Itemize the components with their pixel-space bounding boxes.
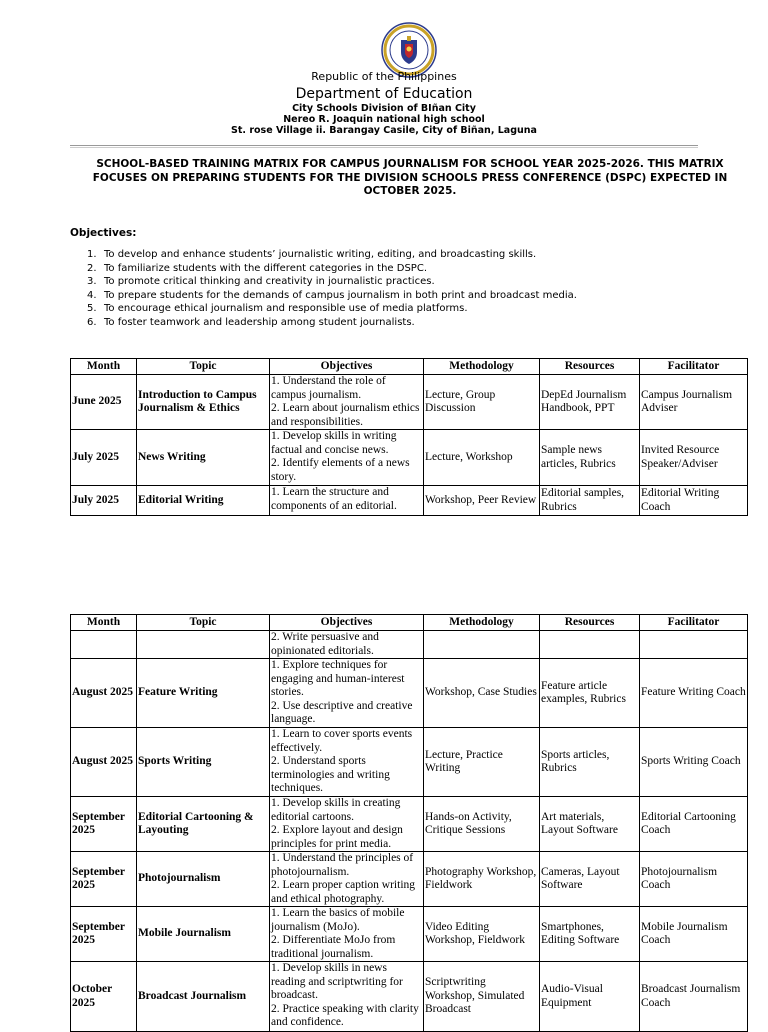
- table-row: [71, 907, 748, 962]
- table-row: [71, 728, 748, 797]
- objective-line: 1. Understand the principles of photojournalism.: [271, 852, 414, 878]
- table-row: [71, 631, 748, 659]
- objective-line: 1. Learn the basics of mobile journalism (MoJo).: [271, 907, 405, 933]
- objective-text: To promote critical thinking and creativity in journalistic practices.: [104, 276, 435, 288]
- cell-topic: Editorial Cartooning & Layouting: [137, 797, 270, 852]
- training-matrix-table-1: [70, 358, 748, 516]
- column-header-month: Month: [71, 359, 137, 375]
- objective-number: 2.: [87, 262, 97, 274]
- training-matrix-table-2: [70, 614, 748, 1032]
- cell-objectives: [270, 907, 424, 962]
- cell-resources: Editorial samples, Rubrics: [540, 486, 640, 516]
- cell-topic: [137, 631, 270, 659]
- objectives-list: [87, 248, 577, 330]
- cell-month: September 2025: [71, 907, 137, 962]
- cell-methodology: [424, 631, 540, 659]
- column-header-month: Month: [71, 615, 137, 631]
- objective-line: 2. Learn about journalism ethics and responsibilities.: [271, 402, 420, 428]
- cell-methodology: Workshop, Case Studies: [424, 659, 540, 728]
- objective-line: 1. Learn to cover sports events effectively.: [271, 728, 413, 754]
- school-name: Nereo R. Joaquin national high school: [283, 114, 485, 125]
- table-row: [71, 430, 748, 486]
- objective-text: To foster teamwork and leadership among student journalists.: [104, 316, 415, 328]
- objective-line: 2. Understand sports terminologies and writing techniques.: [271, 755, 390, 794]
- cell-topic: News Writing: [137, 430, 270, 486]
- objective-line: 2. Practice speaking with clarity and confidence.: [271, 1002, 419, 1028]
- table-row: [71, 486, 748, 516]
- cell-facilitator: Broadcast Journalism Coach: [640, 962, 748, 1032]
- objective-item: [87, 302, 577, 316]
- cell-methodology: Scriptwriting Workshop, Simulated Broadcast: [424, 962, 540, 1032]
- cell-resources: Sports articles, Rubrics: [540, 728, 640, 797]
- cell-resources: Smartphones, Editing Software: [540, 907, 640, 962]
- objective-line: 1. Develop skills in creating editorial cartoons.: [271, 797, 401, 823]
- division-name: City Schools Division of BIñan City: [292, 103, 476, 114]
- column-header-facilitator: Facilitator: [640, 359, 748, 375]
- objective-text: To prepare students for the demands of campus journalism in both print and broadcast media.: [104, 289, 577, 301]
- cell-month: August 2025: [71, 728, 137, 797]
- cell-facilitator: Editorial Writing Coach: [640, 486, 748, 516]
- cell-facilitator: Photojournalism Coach: [640, 852, 748, 907]
- cell-resources: Feature article examples, Rubrics: [540, 659, 640, 728]
- objective-text: To develop and enhance students’ journalistic writing, editing, and broadcasting skills.: [104, 249, 537, 260]
- objective-line: 1. Develop skills in writing factual and concise news.: [271, 430, 397, 456]
- cell-month: June 2025: [71, 375, 137, 430]
- objective-line: 2. Identify elements of a news story.: [271, 457, 410, 483]
- cell-facilitator: [640, 631, 748, 659]
- table-row: [71, 962, 748, 1032]
- objective-number: 6.: [87, 316, 97, 328]
- objective-line: 2. Learn proper caption writing and ethical photography.: [271, 879, 416, 905]
- cell-objectives: [270, 852, 424, 907]
- column-header-resources: Resources: [540, 359, 640, 375]
- objective-line: 2. Explore layout and design principles for print media.: [271, 824, 403, 850]
- cell-methodology: Video Editing Workshop, Fieldwork: [424, 907, 540, 962]
- objective-item: [87, 289, 577, 303]
- cell-objectives: [270, 375, 424, 430]
- objective-number: 4.: [87, 289, 97, 301]
- column-header-methodology: Methodology: [424, 615, 540, 631]
- objective-line: 2. Differentiate MoJo from traditional journalism.: [271, 934, 396, 960]
- cell-objectives: [270, 659, 424, 728]
- objective-text: To encourage ethical journalism and responsible use of media platforms.: [104, 303, 468, 315]
- objective-item: [87, 316, 577, 330]
- cell-objectives: [270, 486, 424, 516]
- cell-month: September 2025: [71, 797, 137, 852]
- cell-month: September 2025: [71, 852, 137, 907]
- cell-facilitator: Invited Resource Speaker/Adviser: [640, 430, 748, 486]
- cell-resources: [540, 631, 640, 659]
- cell-resources: Cameras, Layout Software: [540, 852, 640, 907]
- column-header-topic: Topic: [137, 359, 270, 375]
- cell-topic: Feature Writing: [137, 659, 270, 728]
- cell-facilitator: Feature Writing Coach: [640, 659, 748, 728]
- objective-item: [87, 262, 577, 276]
- objectives-heading: Objectives:: [70, 227, 137, 239]
- table-header-row: [71, 615, 748, 631]
- cell-objectives: [270, 728, 424, 797]
- objective-line: 1. Develop skills in news reading and scriptwriting for broadcast.: [271, 962, 403, 1001]
- department-name: Department of Education: [295, 86, 473, 102]
- cell-month: August 2025: [71, 659, 137, 728]
- objective-line: 1. Learn the structure and components of an editorial.: [271, 486, 397, 512]
- document-title: SCHOOL-BASED TRAINING MATRIX FOR CAMPUS JOURNALISM FOR SCHOOL YEAR 2025-2026. THIS MATRIX FOCUSES ON PREPARING STUDENTS FOR THE DIVISION SCHOOLS PRESS CONFERENCE (DSPC) EXPECTED IN OCTOBER 2025.: [92, 158, 728, 197]
- table-header-row: [71, 359, 748, 375]
- cell-methodology: Lecture, Workshop: [424, 430, 540, 486]
- cell-objectives: [270, 430, 424, 486]
- cell-resources: Audio-Visual Equipment: [540, 962, 640, 1032]
- cell-topic: Mobile Journalism: [137, 907, 270, 962]
- table-row: [71, 659, 748, 728]
- cell-month: [71, 631, 137, 659]
- cell-topic: Photojournalism: [137, 852, 270, 907]
- cell-resources: Art materials, Layout Software: [540, 797, 640, 852]
- column-header-topic: Topic: [137, 615, 270, 631]
- republic-line: Republic of the Philippines: [311, 70, 457, 83]
- objective-number: 5.: [87, 303, 97, 315]
- header-divider: [70, 145, 698, 148]
- column-header-resources: Resources: [540, 615, 640, 631]
- objective-number: 1.: [87, 249, 97, 260]
- table-row: [71, 852, 748, 907]
- cell-resources: Sample news articles, Rubrics: [540, 430, 640, 486]
- cell-methodology: Lecture, Group Discussion: [424, 375, 540, 430]
- objective-line: 1. Understand the role of campus journalism.: [271, 375, 386, 401]
- table-row: [71, 375, 748, 430]
- objective-line: 2. Use descriptive and creative language.: [271, 699, 413, 725]
- cell-topic: Introduction to Campus Journalism & Ethics: [137, 375, 270, 430]
- cell-methodology: Hands-on Activity, Critique Sessions: [424, 797, 540, 852]
- cell-facilitator: Campus Journalism Adviser: [640, 375, 748, 430]
- objective-item: [87, 275, 577, 289]
- column-header-objectives: Objectives: [270, 615, 424, 631]
- objective-text: To familiarize students with the different categories in the DSPC.: [104, 262, 427, 274]
- cell-facilitator: Sports Writing Coach: [640, 728, 748, 797]
- cell-facilitator: Editorial Cartooning Coach: [640, 797, 748, 852]
- objective-number: 3.: [87, 276, 97, 288]
- cell-month: July 2025: [71, 486, 137, 516]
- cell-methodology: Photography Workshop, Fieldwork: [424, 852, 540, 907]
- cell-month: July 2025: [71, 430, 137, 486]
- cell-month: October 2025: [71, 962, 137, 1032]
- objective-line: 2. Write persuasive and opinionated editorials.: [271, 631, 379, 657]
- cell-methodology: Workshop, Peer Review: [424, 486, 540, 516]
- objective-item: [87, 248, 577, 262]
- cell-facilitator: Mobile Journalism Coach: [640, 907, 748, 962]
- column-header-objectives: Objectives: [270, 359, 424, 375]
- cell-methodology: Lecture, Practice Writing: [424, 728, 540, 797]
- school-address: St. rose Village ii. Barangay Casile, City of Biñan, Laguna: [231, 125, 537, 136]
- cell-resources: DepEd Journalism Handbook, PPT: [540, 375, 640, 430]
- cell-objectives: [270, 631, 424, 659]
- column-header-methodology: Methodology: [424, 359, 540, 375]
- cell-objectives: [270, 962, 424, 1032]
- table-row: [71, 797, 748, 852]
- cell-topic: Sports Writing: [137, 728, 270, 797]
- column-header-facilitator: Facilitator: [640, 615, 748, 631]
- cell-topic: Editorial Writing: [137, 486, 270, 516]
- cell-objectives: [270, 797, 424, 852]
- cell-topic: Broadcast Journalism: [137, 962, 270, 1032]
- objective-line: 1. Explore techniques for engaging and human-interest stories.: [271, 659, 405, 698]
